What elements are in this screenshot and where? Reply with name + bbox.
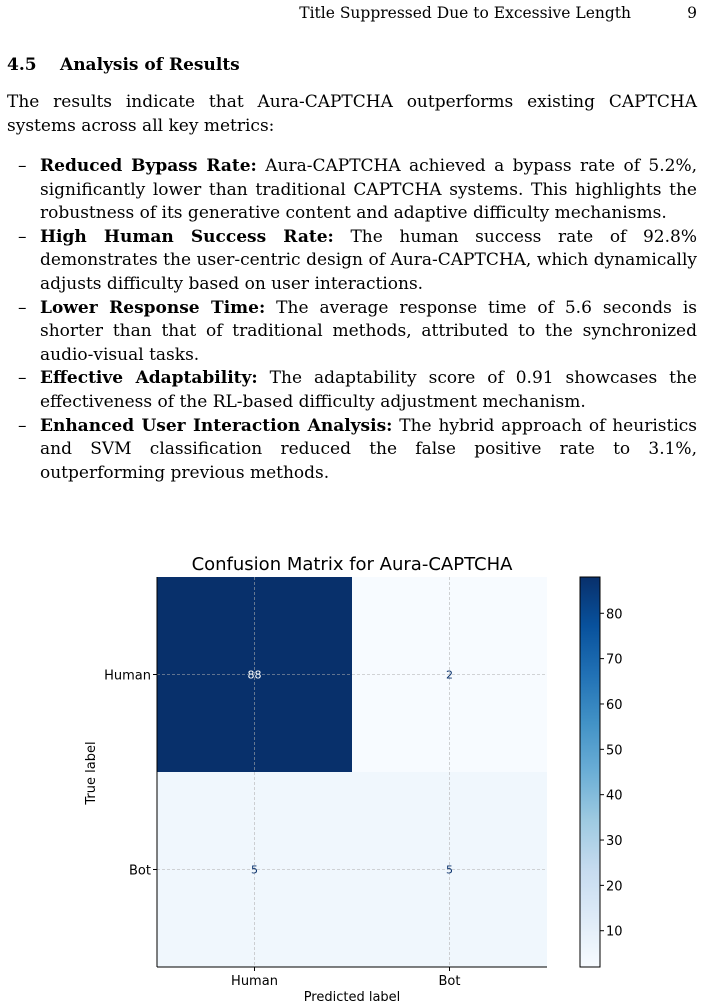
list-item-text: The human success rate of 92.8% demonstrates the user-centric design of Aura-CAPTCHA, which dynamically adjusts difficulty based on user interactions. (40, 226, 697, 294)
cell-value-label: 5 (251, 863, 258, 877)
colorbar-tick-label: 10 (606, 924, 623, 940)
intro-paragraph: The results indicate that Aura-CAPTCHA outperforms existing CAPTCHA systems across all key metrics: (7, 92, 697, 136)
dash-marker: – (18, 415, 27, 436)
y-axis-label: True label (84, 741, 99, 805)
page-number: 9 (687, 4, 697, 22)
colorbar-tick-label: 40 (606, 788, 623, 804)
list-item (7, 297, 697, 368)
list-item-text: The adaptability score of 0.91 showcases the effectiveness of the RL-based difficulty adjustment mechanism. (40, 368, 697, 412)
list-item-term: Effective Adaptability: (40, 368, 258, 389)
list-item-term: Enhanced User Interaction Analysis: (40, 415, 393, 436)
confusion-matrix-figure (0, 540, 704, 1007)
dash-marker: – (18, 226, 27, 247)
list-item (7, 155, 697, 226)
section-number: 4.5 (7, 55, 37, 75)
y-tick-label: Bot (129, 863, 151, 879)
confusion-matrix-chart (0, 540, 704, 1007)
dash-marker: – (18, 156, 27, 176)
x-axis-label: Predicted label (303, 990, 401, 1005)
cell-value-label: 2 (446, 668, 453, 682)
section-title: Analysis of Results (60, 55, 240, 75)
colorbar-tick-label: 80 (606, 607, 623, 623)
running-head-title: Title Suppressed Due to Excessive Length (299, 4, 631, 22)
y-tick-label: Human (104, 668, 151, 684)
dash-marker: – (18, 297, 27, 318)
chart-title: Confusion Matrix for Aura-CAPTCHA (191, 554, 513, 575)
list-item (7, 415, 697, 486)
list-item (7, 367, 697, 414)
dash-marker: – (18, 368, 27, 389)
cell-value-label: 88 (247, 668, 262, 682)
colorbar-tick-label: 20 (606, 879, 623, 895)
colorbar-tick-label: 60 (606, 697, 623, 713)
colorbar-tick-label: 30 (606, 834, 623, 850)
results-list (7, 155, 697, 485)
list-item-term: High Human Success Rate: (40, 226, 334, 247)
colorbar-tick-label: 70 (606, 652, 623, 668)
list-item-term: Reduced Bypass Rate: (40, 156, 257, 176)
x-tick-label: Human (231, 974, 278, 989)
list-item-term: Lower Response Time: (40, 297, 266, 318)
list-item-text: The hybrid approach of heuristics and SVM classification reduced the false positive rate to 3.1%, outperforming previous methods. (40, 415, 697, 483)
section-heading (7, 55, 240, 75)
list-item-text: The average response time of 5.6 seconds is shorter than that of traditional methods, attributed to the synchronized audio-visual tasks. (40, 297, 697, 365)
x-tick-label: Bot (438, 974, 461, 989)
colorbar (580, 577, 600, 967)
cell-value-label: 5 (446, 863, 453, 877)
list-item (7, 226, 697, 297)
list-item-text: Aura-CAPTCHA achieved a bypass rate of 5.2%, significantly lower than traditional CAPTCHA systems. This highlights the robustness of its generative content and adaptive difficulty mechanisms. (40, 156, 697, 224)
colorbar-tick-label: 50 (606, 743, 623, 759)
